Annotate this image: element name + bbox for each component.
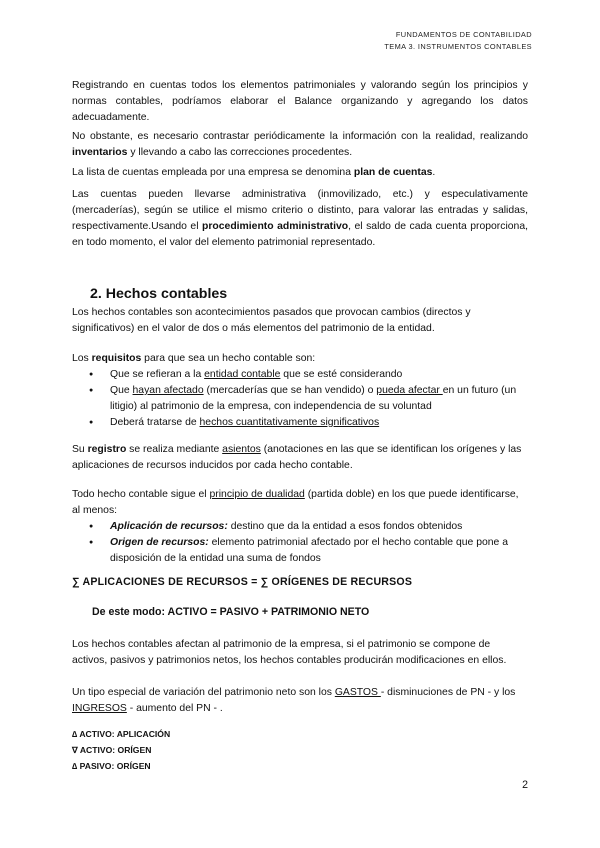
text: se realiza mediante bbox=[126, 444, 223, 455]
text: (mercaderías que se han vendido) o bbox=[203, 385, 377, 396]
requisitos-list bbox=[72, 367, 528, 431]
formula-sum: ∑ APLICACIONES DE RECURSOS = ∑ ORÍGENES DE RECURSOS bbox=[72, 576, 413, 588]
variation-paragraph bbox=[72, 685, 528, 717]
definition-paragraph: Los hechos contables son acontecimientos pasados que provocan cambios (directos y significativos) en el valor de dos o más elementos del patrimonio de la entidad. bbox=[72, 307, 471, 334]
text: Las cuentas pueden llevarse administrativa (inmovilizado, etc.) y especulativamente (mercaderías), según se utilice el mismo criterio o distinto, para valorar las entradas y salidas, respectivamente.Usando el bbox=[72, 189, 528, 232]
keyword-inventarios: inventarios bbox=[72, 147, 128, 158]
delta-activo-aplicacion: ∆ ACTIVO: APLICACIÓN bbox=[72, 729, 171, 739]
header-course: FUNDAMENTOS DE CONTABILIDAD bbox=[395, 30, 532, 39]
list-item bbox=[72, 383, 528, 415]
underlined-term: hayan afectado bbox=[132, 385, 204, 396]
requisitos-block bbox=[72, 351, 528, 431]
section-title: 2. Hechos contables bbox=[90, 286, 228, 302]
text: , el saldo de cada cuenta proporciona, en todo momento, el valor del elemento patrimonial representado. bbox=[72, 221, 528, 248]
list-item bbox=[72, 415, 528, 431]
text: en un futuro (un litigio) al patrimonio de la empresa, con independencia de su voluntad bbox=[110, 385, 517, 412]
page-number: 2 bbox=[522, 779, 528, 791]
text: - disminuciones de PN - y los bbox=[380, 687, 516, 698]
text: Su bbox=[72, 444, 88, 455]
text: que se esté considerando bbox=[280, 369, 403, 380]
nabla-activo-origen: ∇ ACTIVO: ORÍGEN bbox=[72, 745, 152, 755]
underlined-term: INGRESOS bbox=[72, 703, 127, 714]
text: (partida doble) en los que puede identificarse, al menos: bbox=[72, 489, 519, 516]
header-topic: TEMA 3. INSTRUMENTOS CONTABLES bbox=[384, 42, 532, 51]
dualidad-block bbox=[72, 487, 528, 567]
text: y llevando a cabo las correcciones procedentes. bbox=[127, 147, 353, 158]
underlined-term: entidad contable bbox=[204, 369, 281, 380]
text: Que se refieran a la bbox=[110, 369, 205, 380]
intro-paragraph-3 bbox=[72, 165, 528, 181]
keyword-procedimiento: procedimiento administrativo bbox=[202, 221, 349, 232]
underlined-term: hechos cuantitativamente significativos bbox=[199, 417, 380, 428]
requisitos-intro bbox=[72, 351, 528, 367]
text: Los bbox=[72, 353, 92, 364]
underlined-term: pueda afectar bbox=[376, 385, 443, 396]
text: para que sea un hecho contable son: bbox=[141, 353, 316, 364]
text: La lista de cuentas empleada por una empresa se denomina bbox=[72, 167, 354, 178]
list-item bbox=[72, 519, 528, 535]
keyword-plan-de-cuentas: plan de cuentas bbox=[353, 167, 433, 178]
underlined-term: asientos bbox=[222, 444, 261, 455]
registro-paragraph bbox=[72, 442, 528, 474]
term-aplicacion: Aplicación de recursos: bbox=[110, 521, 228, 532]
list-item bbox=[72, 367, 528, 383]
formula-balance: De este modo: ACTIVO = PASIVO + PATRIMONIO NETO bbox=[92, 606, 370, 618]
intro-paragraph-4 bbox=[72, 187, 528, 251]
text: destino que da la entidad a esos fondos obtenidos bbox=[227, 521, 463, 532]
underlined-term: principio de dualidad bbox=[209, 489, 305, 500]
text: Que bbox=[110, 385, 133, 396]
intro-paragraph-2 bbox=[72, 129, 528, 161]
term-origen: Origen de recursos: bbox=[110, 537, 209, 548]
text: (anotaciones en las que se identifican los orígenes y las aplicaciones de recursos inducidos por cada hecho contable. bbox=[72, 444, 522, 471]
text: elemento patrimonial afectado por el hecho contable que pone a disposición de la entidad una suma de fondos bbox=[110, 537, 508, 564]
running-header bbox=[384, 29, 532, 53]
text: . bbox=[432, 167, 436, 178]
text: Un tipo especial de variación del patrimonio neto son los bbox=[72, 687, 335, 698]
underlined-term: GASTOS bbox=[334, 687, 381, 698]
text: Deberá tratarse de bbox=[110, 417, 200, 428]
intro-paragraph-1: Registrando en cuentas todos los elementos patrimoniales y valorando según los principios y normas contables, podríamos elaborar el Balance organizando y agregando los datos adecuadamente. bbox=[72, 80, 528, 123]
dualidad-intro bbox=[72, 487, 528, 519]
effects-paragraph: Los hechos contables afectan al patrimonio de la empresa, si el patrimonio se compone de activos, pasivos y patrimonios netos, los hechos contables producirán modificaciones en ellos. bbox=[72, 639, 507, 666]
list-item bbox=[72, 535, 528, 567]
text: Todo hecho contable sigue el bbox=[72, 489, 210, 500]
text: No obstante, es necesario contrastar periódicamente la información con la realidad, realizando bbox=[72, 131, 528, 142]
text: - aumento del PN - . bbox=[126, 703, 223, 714]
keyword-requisitos: requisitos bbox=[91, 353, 142, 364]
delta-pasivo-origen: ∆ PASIVO: ORÍGEN bbox=[72, 761, 151, 771]
dualidad-list bbox=[72, 519, 528, 567]
keyword-registro: registro bbox=[87, 444, 127, 455]
